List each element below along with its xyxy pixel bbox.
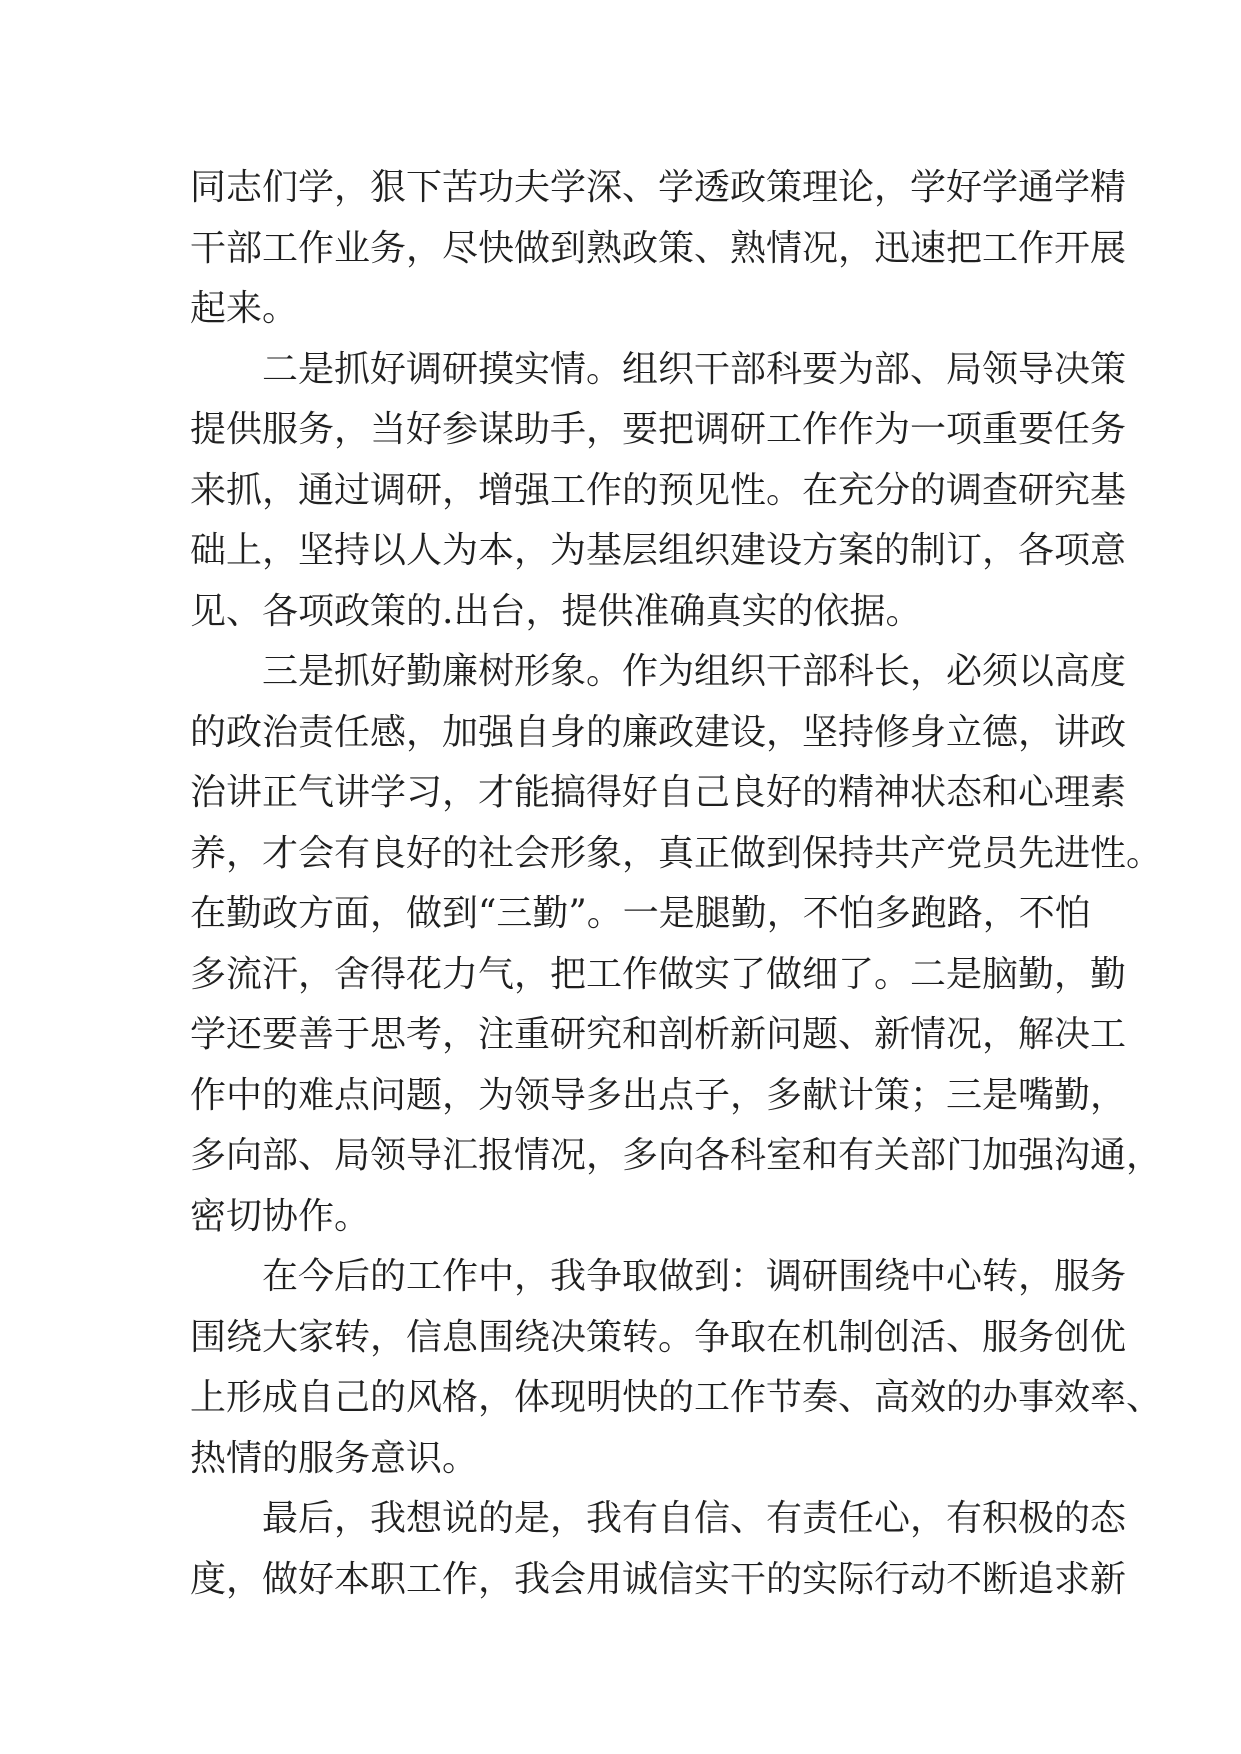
- text-line: 多向部、局领导汇报情况，多向各科室和有关部门加强沟通，: [190, 1135, 1163, 1176]
- text-line: 的政治责任感，加强自身的廉政建设，坚持修身立德，讲政: [190, 711, 1127, 753]
- text-line: 同志们学，狠下苦功夫学深、学透政策理论，学好学通学精: [190, 167, 1127, 208]
- text-line: 治讲正气讲学习，才能搞得好自己良好的精神状态和心理素: [190, 772, 1127, 813]
- text-line: 三是抓好勤廉树形象。作为组织干部科长，必须以高度: [262, 651, 1127, 692]
- text-line: 密切协作。: [190, 1195, 371, 1237]
- text-line: 干部工作业务，尽快做到熟政策、熟情况，迅速把工作开展: [190, 227, 1127, 269]
- text-line: 学还要善于思考，注重研究和剖析新问题、新情况，解决工: [190, 1014, 1127, 1055]
- text-line: 二是抓好调研摸实情。组织干部科要为部、局领导决策: [262, 348, 1127, 390]
- text-line: 在今后的工作中，我争取做到：调研围绕中心转，服务: [262, 1256, 1127, 1297]
- text-line: 上形成自己的风格，体现明快的工作节奏、高效的办事效率、: [190, 1377, 1163, 1418]
- text-line: 见、各项政策的.出台，提供准确真实的依据。: [190, 590, 922, 632]
- text-line: 度，做好本职工作，我会用诚信实干的实际行动不断追求新: [190, 1558, 1127, 1600]
- text-line: 多流汗，舍得花力气，把工作做实了做细了。二是脑勤，勤: [190, 953, 1127, 995]
- text-line: 起来。: [190, 288, 299, 329]
- text-line: 养，才会有良好的社会形象，真正做到保持共产党员先进性。: [190, 832, 1163, 874]
- text-line: 围绕大家转，信息围绕决策转。争取在机制创活、服务创优: [190, 1316, 1127, 1358]
- text-line: 最后，我想说的是，我有自信、有责任心，有积极的态: [262, 1498, 1127, 1539]
- text-line: 在勤政方面，做到“三勤”。一是腿勤，不怕多跑路，不怕: [190, 893, 1091, 934]
- text-line: 础上，坚持以人为本，为基层组织建设方案的制订，各项意: [190, 530, 1127, 571]
- text-line: 提供服务，当好参谋助手，要把调研工作作为一项重要任务: [190, 409, 1127, 450]
- text-line: 热情的服务意识。: [190, 1437, 479, 1479]
- text-line: 作中的难点问题，为领导多出点子，多献计策；三是嘴勤，: [190, 1074, 1127, 1116]
- text-line: 来抓，通过调研，增强工作的预见性。在充分的调查研究基: [190, 469, 1127, 511]
- document-body: [190, 158, 1163, 1610]
